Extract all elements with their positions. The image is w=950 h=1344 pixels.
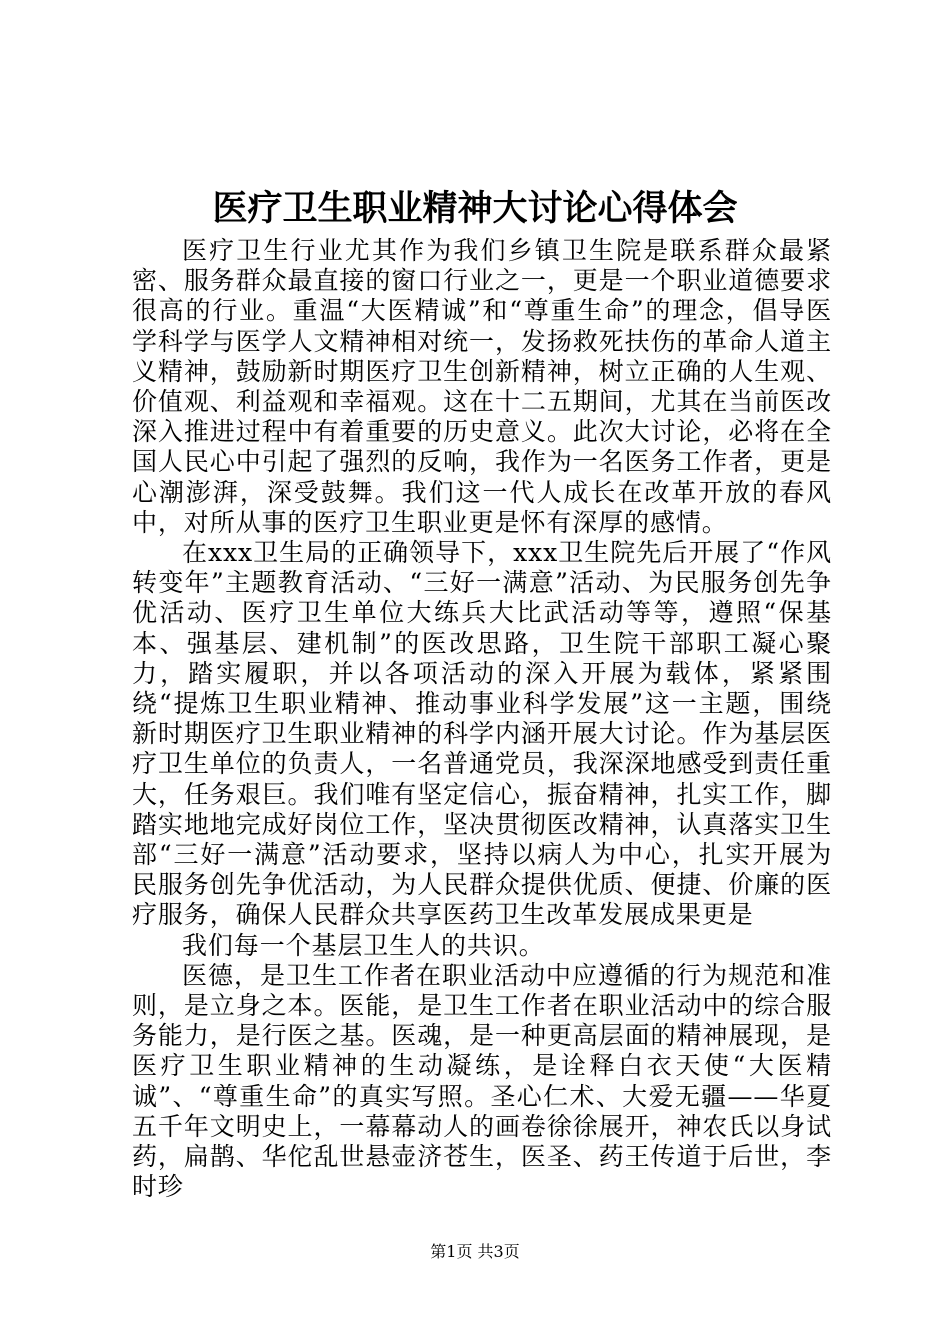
paragraph: 医德，是卫生工作者在职业活动中应遵循的行为规范和准则，是立身之本。医能，是卫生工作者在职业活动中的综合服务能力，是行医之基。医魂，是一种更高层面的精神展现，是医疗卫生职业精神的生动凝练，是诠释白衣天使“大医精诚”、“尊重生命”的真实写照。圣心仁术、大爱无疆——华夏五千年文明史上，一幕幕动人的画卷徐徐展开，神农氏以身试药，扁鹊、华佗乱世悬壶济苍生，医圣、药王传道于后世，李时珍 xyxy=(132,960,832,1202)
paragraph: 我们每一个基层卫生人的共识。 xyxy=(182,930,545,960)
paragraph: 在xxx卫生局的正确领导下，xxx卫生院先后开展了“作风转变年”主题教育活动、“三好一满意”活动、为民服务创先争优活动、医疗卫生单位大练兵大比武活动等等，遵照“保基本、强基层、建机制”的医改思路，卫生院干部职工凝心聚力，踏实履职，并以各项活动的深入开展为载体，紧紧围绕“提炼卫生职业精神、推动事业科学发展”这一主题，围绕新时期医疗卫生职业精神的科学内涵开展大讨论。作为基层医疗卫生单位的负责人，一名普通党员，我深深地感受到责任重大，任务艰巨。我们唯有坚定信心，振奋精神，扎实工作，脚踏实地地完成好岗位工作，坚决贯彻医改精神，认真落实卫生部“三好一满意”活动要求，坚持以病人为中心，扎实开展为民服务创先争优活动，为人民群众提供优质、便捷、价廉的医疗服务，确保人民群众共享医药卫生改革发展成果更是 xyxy=(132,538,832,930)
page-footer: 第1页 共3页 xyxy=(430,1242,520,1261)
paragraph: 医疗卫生行业尤其作为我们乡镇卫生院是联系群众最紧密、服务群众最直接的窗口行业之一，更是一个职业道德要求很高的行业。重温“大医精诚”和“尊重生命”的理念，倡导医学科学与医学人文精神相对统一，发扬救死扶伤的革命人道主义精神，鼓励新时期医疗卫生创新精神，树立正确的人生观、价值观、利益观和幸福观。这在十二五期间，尤其在当前医改深入推进过程中有着重要的历史意义。此次大讨论，必将在全国人民心中引起了强烈的反响，我作为一名医务工作者，更是心潮澎湃，深受鼓舞。我们这一代人成长在改革开放的春风中，对所从事的医疗卫生职业更是怀有深厚的感情。 xyxy=(132,236,832,537)
document-body xyxy=(132,236,832,1203)
document-title: 医疗卫生职业精神大讨论心得体会 xyxy=(212,188,738,229)
